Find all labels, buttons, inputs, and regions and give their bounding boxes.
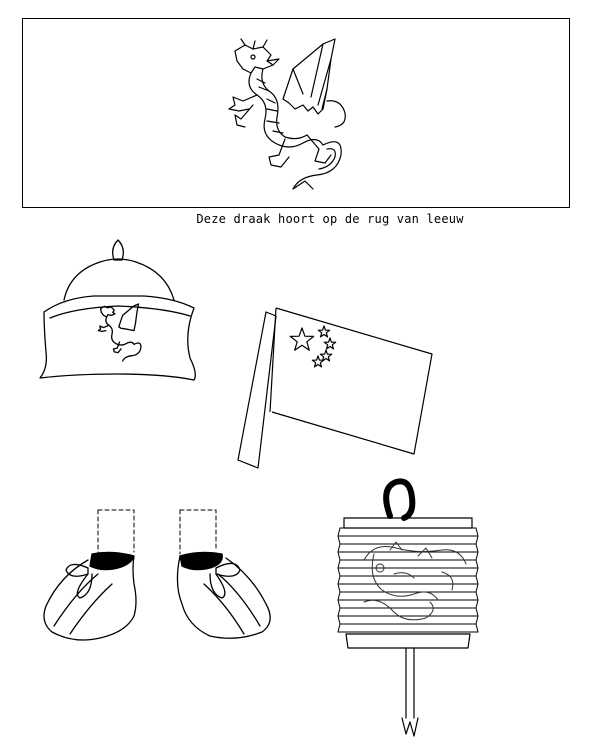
dragon-hat bbox=[34, 238, 204, 383]
paper-lantern bbox=[334, 478, 482, 740]
caption-text: Deze draak hoort op de rug van leeuw bbox=[196, 212, 464, 226]
chinese-flag bbox=[236, 306, 436, 471]
shoes bbox=[40, 508, 276, 648]
dragon-banner bbox=[22, 18, 570, 208]
dragon-drawing bbox=[223, 39, 358, 189]
